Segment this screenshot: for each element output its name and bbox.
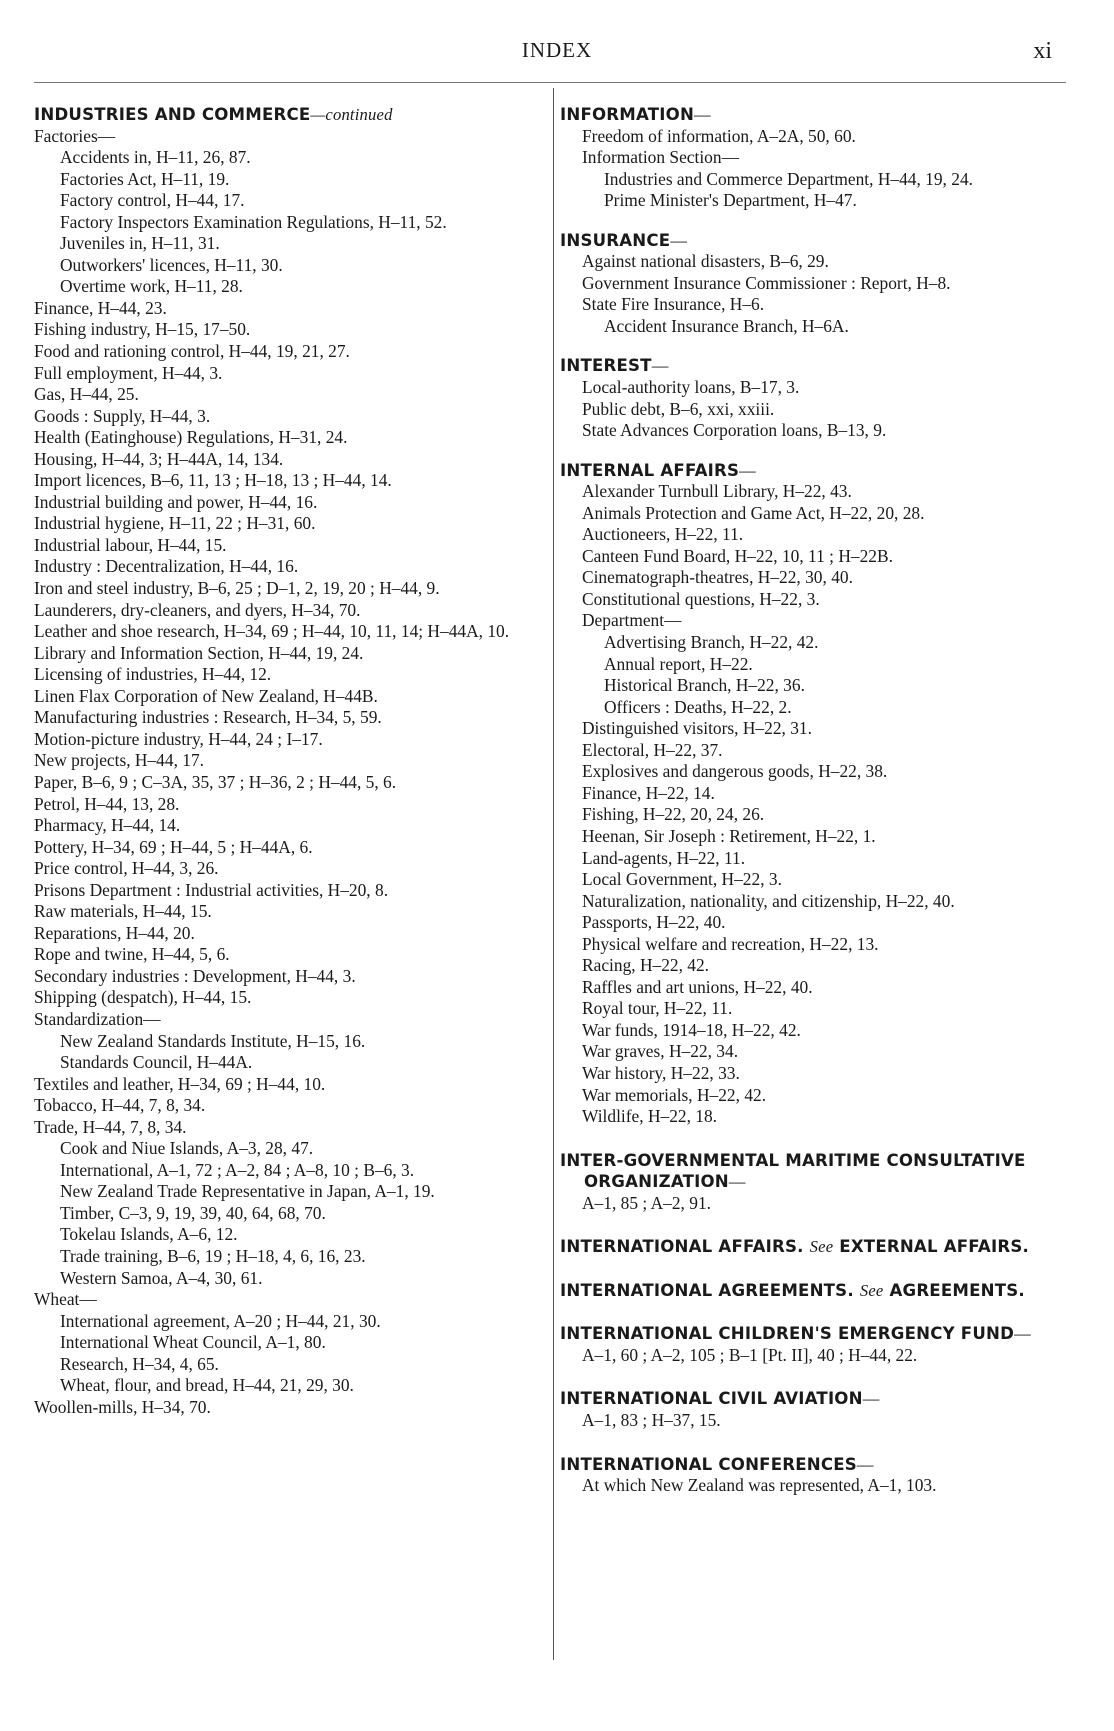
index-entry: Linen Flax Corporation of New Zealand, H–44B. — [34, 685, 378, 706]
heading-text: INTERNATIONAL AFFAIRS. — [560, 1237, 804, 1257]
see-target: EXTERNAL AFFAIRS. — [839, 1237, 1029, 1257]
index-entry: Wildlife, H–22, 18. — [582, 1106, 718, 1127]
heading-text: INTERNATIONAL CONFERENCES — [560, 1454, 857, 1474]
see-reference: See — [809, 1237, 834, 1257]
section-heading — [560, 1388, 1066, 1410]
index-entry: Industries and Commerce Department, H–44, 19, 24. — [604, 168, 973, 189]
index-entry: Licensing of industries, H–44, 12. — [34, 664, 272, 685]
index-entry: Trade, H–44, 7, 8, 34. — [34, 1116, 187, 1137]
left-column — [34, 104, 534, 1418]
index-entry: Health (Eatinghouse) Regulations, H–31, 24. — [34, 427, 348, 448]
index-entry: Finance, H–44, 23. — [34, 297, 167, 318]
index-entry: Goods : Supply, H–44, 3. — [34, 405, 211, 426]
index-entry: Fishing, H–22, 20, 24, 26. — [582, 804, 765, 825]
section-gap — [560, 442, 1066, 460]
heading-text: INSURANCE — [560, 230, 671, 250]
index-entry: Cinematograph-theatres, H–22, 30, 40. — [582, 567, 853, 588]
entry-list — [34, 126, 534, 1419]
index-entry: Canteen Fund Board, H–22, 10, 11 ; H–22B. — [582, 545, 893, 566]
see-target: AGREEMENTS. — [889, 1280, 1025, 1300]
index-entry: Annual report, H–22. — [604, 653, 753, 674]
index-entry: Pottery, H–34, 69 ; H–44, 5 ; H–44A, 6. — [34, 836, 313, 857]
index-entry: Land-agents, H–22, 11. — [582, 847, 746, 868]
index-entry: Rope and twine, H–44, 5, 6. — [34, 944, 230, 965]
index-entry: War memorials, H–22, 42. — [582, 1084, 767, 1105]
index-entry: Factory Inspectors Examination Regulations, H–11, 52. — [60, 211, 447, 232]
index-entry: Public debt, B–6, xxi, xxiii. — [582, 398, 775, 419]
index-entry: A–1, 60 ; A–2, 105 ; B–1 [Pt. II], 40 ; H–44, 22. — [582, 1344, 918, 1365]
index-entry: Government Insurance Commissioner : Report, H–8. — [582, 272, 951, 293]
heading-dash: — — [739, 460, 756, 480]
index-entry: Industry : Decentralization, H–44, 16. — [34, 556, 299, 577]
index-entry: Industrial building and power, H–44, 16. — [34, 491, 318, 512]
index-entry: Juveniles in, H–11, 31. — [60, 233, 220, 254]
heading-text: INTERNATIONAL AGREEMENTS. — [560, 1280, 854, 1300]
index-entry: Cook and Niue Islands, A–3, 28, 47. — [60, 1138, 314, 1159]
section-heading — [560, 104, 1066, 126]
index-entry: Local-authority loans, B–17, 3. — [582, 377, 800, 398]
index-entry: Standards Council, H–44A. — [60, 1052, 253, 1073]
header-rule — [34, 82, 1066, 83]
index-entry: New projects, H–44, 17. — [34, 750, 205, 771]
index-entry: Wheat— — [34, 1289, 97, 1310]
index-entry: Factory control, H–44, 17. — [60, 190, 245, 211]
index-entry: Housing, H–44, 3; H–44A, 14, 134. — [34, 448, 284, 469]
index-entry: Leather and shoe research, H–34, 69 ; H–44, 10, 11, 14; H–44A, 10. — [34, 621, 510, 642]
index-entry: Manufacturing industries : Research, H–34, 5, 59. — [34, 707, 382, 728]
index-entry: International Wheat Council, A–1, 80. — [60, 1332, 326, 1353]
index-entry: War history, H–22, 33. — [582, 1062, 740, 1083]
index-entry: Factories— — [34, 125, 116, 146]
index-entry: Against national disasters, B–6, 29. — [582, 251, 829, 272]
section-gap — [560, 1214, 1066, 1236]
heading-dash: — — [651, 356, 669, 376]
heading-dash: — — [670, 230, 688, 250]
index-entry: Tokelau Islands, A–6, 12. — [60, 1224, 238, 1245]
heading-text: INTER-GOVERNMENTAL MARITIME CONSULTATIVE ORGANIZATION — [560, 1150, 1026, 1192]
section-gap — [560, 1258, 1066, 1280]
section-heading — [560, 1150, 1066, 1193]
section-heading — [560, 460, 1066, 482]
index-entry: Local Government, H–22, 3. — [582, 869, 782, 890]
index-entry: International agreement, A–20 ; H–44, 21, 30. — [60, 1310, 381, 1331]
index-entry: Passports, H–22, 40. — [582, 912, 726, 933]
index-entry: Textiles and leather, H–34, 69 ; H–44, 10. — [34, 1073, 326, 1094]
index-entry: Freedom of information, A–2A, 50, 60. — [582, 125, 856, 146]
index-entry: Standardization— — [34, 1008, 161, 1029]
heading-text: INFORMATION — [560, 105, 695, 124]
index-entry: Price control, H–44, 3, 26. — [34, 858, 219, 879]
index-entry: Trade training, B–6, 19 ; H–18, 4, 6, 16, 23. — [60, 1245, 366, 1266]
index-entry: Wheat, flour, and bread, H–44, 21, 29, 30. — [60, 1375, 354, 1396]
column-divider — [553, 88, 554, 1660]
index-entry: Research, H–34, 4, 65. — [60, 1353, 219, 1374]
heading-text: INTERNAL AFFAIRS — [560, 460, 740, 480]
index-entry: International, A–1, 72 ; A–2, 84 ; A–8, 10 ; B–6, 3. — [60, 1159, 415, 1180]
index-entry: Raffles and art unions, H–22, 40. — [582, 976, 813, 997]
index-entry: Overtime work, H–11, 28. — [60, 276, 243, 297]
index-entry: Heenan, Sir Joseph : Retirement, H–22, 1. — [582, 825, 876, 846]
index-entry: Outworkers' licences, H–11, 30. — [60, 254, 283, 275]
index-entry: Secondary industries : Development, H–44, 3. — [34, 965, 356, 986]
index-entry: Factories Act, H–11, 19. — [60, 168, 230, 189]
index-entry: Fishing industry, H–15, 17–50. — [34, 319, 251, 340]
section-heading — [560, 1280, 1066, 1302]
index-entry: State Fire Insurance, H–6. — [582, 294, 765, 315]
index-entry: Department— — [582, 610, 682, 631]
page-title: INDEX — [521, 38, 593, 62]
section-gap — [560, 337, 1066, 355]
index-entry: Distinguished visitors, H–22, 31. — [582, 718, 812, 739]
heading-text: INTERNATIONAL CHILDREN'S EMERGENCY FUND — [560, 1324, 1015, 1344]
index-entry: Prime Minister's Department, H–47. — [604, 190, 857, 211]
heading-continued: —continued — [310, 105, 393, 124]
index-entry: Paper, B–6, 9 ; C–3A, 35, 37 ; H–36, 2 ; H–44, 5, 6. — [34, 771, 397, 792]
index-entry: Full employment, H–44, 3. — [34, 362, 223, 383]
index-entry: Officers : Deaths, H–22, 2. — [604, 696, 792, 717]
index-entry: Finance, H–22, 14. — [582, 782, 715, 803]
heading-dash: — — [1014, 1324, 1031, 1344]
page-header — [0, 38, 1114, 68]
index-entry: Motion-picture industry, H–44, 24 ; I–17. — [34, 728, 323, 749]
index-entry: Alexander Turnbull Library, H–22, 43. — [582, 481, 852, 502]
index-entry: Explosives and dangerous goods, H–22, 38. — [582, 761, 888, 782]
heading-dash: — — [728, 1172, 746, 1192]
index-entry: Royal tour, H–22, 11. — [582, 998, 733, 1019]
index-entry: Accidents in, H–11, 26, 87. — [60, 147, 251, 168]
index-entry: State Advances Corporation loans, B–13, 9. — [582, 420, 887, 441]
heading-text: INDUSTRIES AND COMMERCE — [34, 105, 311, 124]
index-entry: Auctioneers, H–22, 11. — [582, 524, 744, 545]
index-entry: Prisons Department : Industrial activities, H–20, 8. — [34, 879, 389, 900]
index-entry: War graves, H–22, 34. — [582, 1041, 739, 1062]
index-entry: Western Samoa, A–4, 30, 61. — [60, 1267, 263, 1288]
index-entry: Industrial labour, H–44, 15. — [34, 534, 227, 555]
index-entry: Naturalization, nationality, and citizenship, H–22, 40. — [582, 890, 955, 911]
index-entry: Reparations, H–44, 20. — [34, 922, 195, 943]
index-entry: Shipping (despatch), H–44, 15. — [34, 987, 252, 1008]
index-entry: Library and Information Section, H–44, 19, 24. — [34, 642, 364, 663]
index-entry: New Zealand Trade Representative in Japan, A–1, 19. — [60, 1181, 435, 1202]
section-heading — [560, 1323, 1066, 1345]
index-entry: Constitutional questions, H–22, 3. — [582, 588, 820, 609]
index-entry: Physical welfare and recreation, H–22, 13. — [582, 933, 879, 954]
index-entry: Industrial hygiene, H–11, 22 ; H–31, 60. — [34, 513, 316, 534]
page-number: xi — [1033, 38, 1052, 64]
heading-dash: — — [856, 1454, 874, 1474]
section-gap — [560, 212, 1066, 230]
index-entry: Tobacco, H–44, 7, 8, 34. — [34, 1095, 206, 1116]
index-entry: Advertising Branch, H–22, 42. — [604, 632, 819, 653]
index-entry: A–1, 83 ; H–37, 15. — [582, 1409, 721, 1430]
section-gap — [560, 1432, 1066, 1454]
index-entry: New Zealand Standards Institute, H–15, 16. — [60, 1030, 366, 1051]
index-entry: A–1, 85 ; A–2, 91. — [582, 1192, 711, 1213]
right-column — [560, 104, 1066, 1497]
section-gap — [560, 1128, 1066, 1150]
index-entry: Historical Branch, H–22, 36. — [604, 675, 805, 696]
index-entry: Food and rationing control, H–44, 19, 21, 27. — [34, 341, 350, 362]
index-entry: Accident Insurance Branch, H–6A. — [604, 315, 849, 336]
index-entry: At which New Zealand was represented, A–1, 103. — [582, 1475, 937, 1496]
index-entry: Raw materials, H–44, 15. — [34, 901, 212, 922]
index-entry: Timber, C–3, 9, 19, 39, 40, 64, 68, 70. — [60, 1202, 326, 1223]
section-heading — [560, 1236, 1066, 1258]
see-reference: See — [859, 1280, 884, 1300]
heading-dash: — — [862, 1389, 880, 1409]
index-entry: Import licences, B–6, 11, 13 ; H–18, 13 ; H–44, 14. — [34, 470, 392, 491]
index-entry: Information Section— — [582, 147, 739, 168]
index-entry: Iron and steel industry, B–6, 25 ; D–1, 2, 19, 20 ; H–44, 9. — [34, 578, 440, 599]
section-gap — [560, 1366, 1066, 1388]
section-heading — [560, 230, 1066, 252]
index-entry: Racing, H–22, 42. — [582, 955, 710, 976]
section-heading — [560, 355, 1066, 377]
heading-text: INTERNATIONAL CIVIL AVIATION — [560, 1389, 863, 1409]
heading-dash: — — [694, 105, 711, 124]
index-entry: Animals Protection and Game Act, H–22, 20, 28. — [582, 502, 925, 523]
section-gap — [560, 1301, 1066, 1323]
section-heading — [34, 104, 534, 126]
index-entry: Woollen-mills, H–34, 70. — [34, 1396, 211, 1417]
index-entry: Electoral, H–22, 37. — [582, 739, 723, 760]
index-entry: Gas, H–44, 25. — [34, 384, 139, 405]
index-entry: Launderers, dry-cleaners, and dyers, H–34, 70. — [34, 599, 361, 620]
heading-text: INTEREST — [560, 356, 652, 376]
index-entry: Pharmacy, H–44, 14. — [34, 815, 181, 836]
index-entry: War funds, 1914–18, H–22, 42. — [582, 1019, 801, 1040]
index-entry: Petrol, H–44, 13, 28. — [34, 793, 180, 814]
section-heading — [560, 1454, 1066, 1476]
